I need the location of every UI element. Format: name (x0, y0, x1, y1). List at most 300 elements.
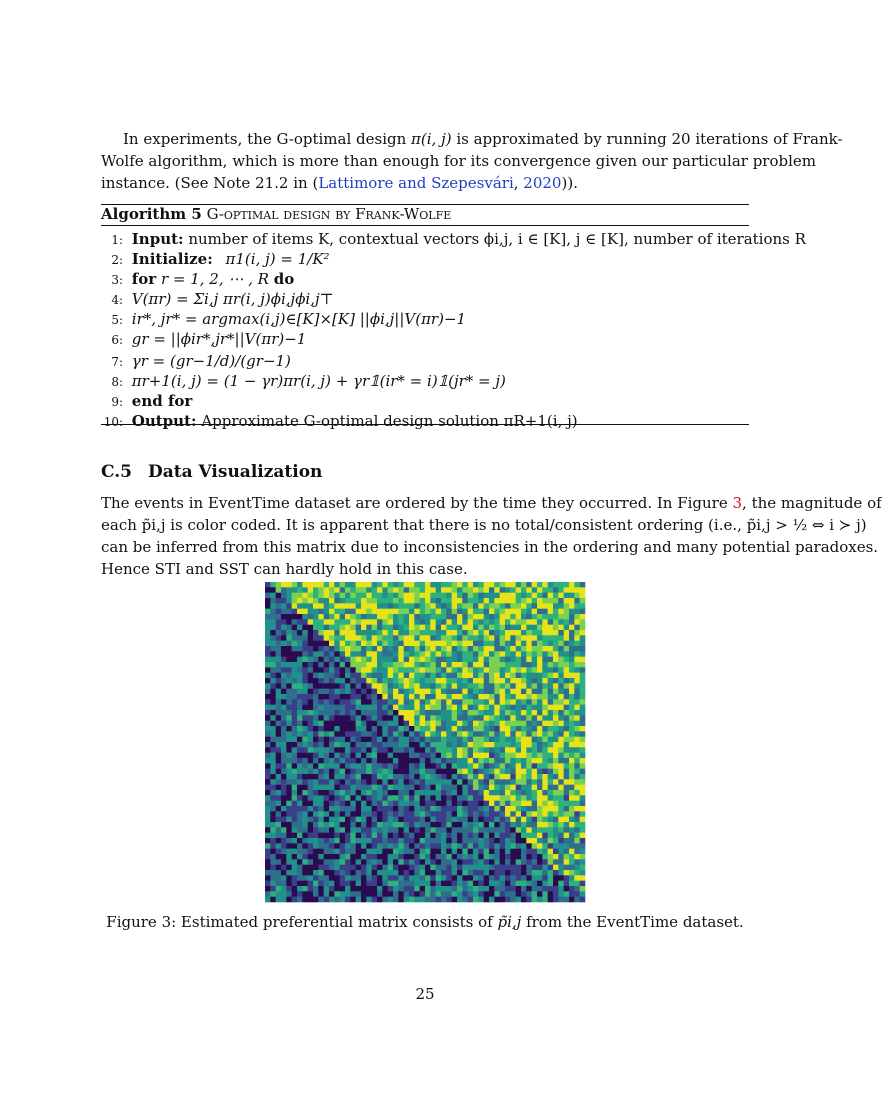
heatmap-cell (494, 646, 500, 652)
heatmap-cell (270, 705, 276, 711)
heatmap-cell (468, 811, 474, 817)
heatmap-cell (393, 582, 399, 588)
heatmap-cell (532, 870, 538, 876)
line-number: 4: (111, 293, 123, 307)
heatmap-cell (324, 795, 330, 801)
heatmap-cell (340, 625, 346, 631)
heatmap-cell (281, 790, 287, 796)
heatmap-cell (318, 875, 324, 881)
heatmap-cell (452, 833, 458, 839)
heatmap-cell (372, 806, 378, 812)
heatmap-cell (452, 646, 458, 652)
heatmap-cell (329, 710, 335, 716)
citation-link[interactable]: Lattimore and Szepesvári (318, 174, 514, 192)
heatmap-cell (366, 854, 372, 860)
heatmap-cell (548, 838, 554, 844)
heatmap-cell (452, 849, 458, 855)
heatmap-cell (478, 747, 484, 753)
heatmap-cell (500, 790, 506, 796)
heatmap-cell (457, 822, 463, 828)
heatmap-cell (276, 694, 282, 700)
heatmap-cell (537, 726, 543, 732)
heatmap-cell (350, 673, 356, 679)
heatmap-cell (462, 865, 468, 871)
heatmap-cell (318, 785, 324, 791)
heatmap-cell (500, 774, 506, 780)
heatmap-cell (404, 822, 410, 828)
heatmap-cell (404, 705, 410, 711)
heatmap-cell (345, 705, 351, 711)
heatmap-cell (425, 609, 431, 615)
heatmap-cell (361, 779, 367, 785)
heatmap-cell (489, 779, 495, 785)
heatmap-cell (516, 753, 522, 759)
heatmap-cell (420, 587, 426, 593)
heatmap-cell (420, 769, 426, 775)
heatmap-cell (334, 822, 340, 828)
heatmap-cell (372, 657, 378, 663)
heatmap-cell (473, 737, 479, 743)
heatmap-cell (537, 801, 543, 807)
heatmap-cell (308, 582, 314, 588)
heatmap-cell (420, 870, 426, 876)
figure-ref-link[interactable]: 3 (732, 494, 743, 512)
heatmap-cell (313, 881, 319, 887)
heatmap-cell (356, 838, 362, 844)
heatmap-cell (516, 657, 522, 663)
heatmap-cell (350, 641, 356, 647)
heatmap-cell (350, 630, 356, 636)
heatmap-cell (382, 801, 388, 807)
heatmap-cell (302, 822, 308, 828)
heatmap-cell (366, 795, 372, 801)
heatmap-cell (420, 721, 426, 727)
heatmap-cell (329, 769, 335, 775)
heatmap-cell (580, 731, 586, 737)
heatmap-cell (462, 785, 468, 791)
heatmap-cell (548, 614, 554, 620)
heatmap-cell (372, 875, 378, 881)
heatmap-cell (404, 865, 410, 871)
heatmap-cell (345, 875, 351, 881)
heatmap-cell (286, 705, 292, 711)
heatmap-cell (494, 849, 500, 855)
heatmap-cell (489, 875, 495, 881)
heatmap-cell (537, 859, 543, 865)
heatmap-cell (478, 795, 484, 801)
heatmap-cell (462, 795, 468, 801)
heatmap-cell (350, 683, 356, 689)
heatmap-cell (574, 603, 580, 609)
heatmap-cell (270, 582, 276, 588)
heatmap-cell (265, 897, 271, 903)
heatmap-cell (484, 779, 490, 785)
heatmap-cell (404, 646, 410, 652)
heatmap-cell (377, 881, 383, 887)
heatmap-cell (462, 822, 468, 828)
heatmap-cell (388, 694, 394, 700)
heatmap-cell (452, 753, 458, 759)
heatmap-cell (558, 795, 564, 801)
heatmap-cell (414, 801, 420, 807)
heatmap-cell (553, 737, 559, 743)
heatmap-cell (340, 774, 346, 780)
heatmap-cell (430, 603, 436, 609)
heatmap-cell (404, 587, 410, 593)
heatmap-cell (505, 747, 511, 753)
heatmap-cell (430, 582, 436, 588)
heatmap-cell (532, 619, 538, 625)
heatmap-cell (574, 582, 580, 588)
heatmap-cell (372, 870, 378, 876)
heatmap-cell (404, 641, 410, 647)
heatmap-cell (489, 593, 495, 599)
heatmap-cell (457, 662, 463, 668)
heatmap-cell (553, 609, 559, 615)
heatmap-cell (489, 614, 495, 620)
heatmap-cell (350, 657, 356, 663)
heatmap-cell (521, 699, 527, 705)
heatmap-cell (494, 641, 500, 647)
heatmap-cell (297, 795, 303, 801)
heatmap-cell (516, 737, 522, 743)
heatmap-cell (286, 875, 292, 881)
heatmap-cell (553, 886, 559, 892)
heatmap-cell (345, 737, 351, 743)
heatmap-cell (500, 865, 506, 871)
heatmap-cell (580, 881, 586, 887)
heatmap-cell (446, 614, 452, 620)
heatmap-cell (313, 657, 319, 663)
algorithm-line (111, 371, 506, 391)
heatmap-cell (425, 742, 431, 748)
heatmap-cell (270, 747, 276, 753)
heatmap-cell (569, 603, 575, 609)
heatmap-cell (393, 705, 399, 711)
heatmap-cell (452, 822, 458, 828)
heatmap-cell (276, 785, 282, 791)
heatmap-cell (526, 779, 532, 785)
heatmap-cell (324, 742, 330, 748)
heatmap-cell (350, 843, 356, 849)
heatmap-cell (484, 603, 490, 609)
heatmap-cell (302, 806, 308, 812)
heatmap-cell (308, 854, 314, 860)
heatmap-cell (468, 806, 474, 812)
heatmap-cell (462, 747, 468, 753)
heatmap-cell (334, 641, 340, 647)
heatmap-cell (558, 614, 564, 620)
heatmap-cell (366, 838, 372, 844)
heatmap-cell (398, 598, 404, 604)
heatmap-cell (340, 603, 346, 609)
heatmap-cell (532, 753, 538, 759)
heatmap-cell (505, 886, 511, 892)
heatmap-cell (462, 817, 468, 823)
heatmap-cell (414, 806, 420, 812)
algorithm-header-rule (101, 225, 749, 226)
heatmap-cell (393, 731, 399, 737)
heatmap-cell (526, 710, 532, 716)
heatmap-cell (574, 865, 580, 871)
heatmap-cell (553, 875, 559, 881)
heatmap-cell (457, 603, 463, 609)
heatmap-cell (356, 769, 362, 775)
heatmap-cell (494, 673, 500, 679)
heatmap-cell (420, 742, 426, 748)
heatmap-cell (420, 801, 426, 807)
heatmap-cell (302, 737, 308, 743)
heatmap-cell (398, 763, 404, 769)
heatmap-cell (292, 582, 298, 588)
heatmap-cell (446, 689, 452, 695)
heatmap-cell (420, 865, 426, 871)
heatmap-cell (452, 641, 458, 647)
heatmap-cell (430, 689, 436, 695)
heatmap-cell (313, 721, 319, 727)
heatmap-cell (558, 817, 564, 823)
heatmap-cell (276, 630, 282, 636)
heatmap-cell (436, 598, 442, 604)
heatmap-cell (553, 705, 559, 711)
heatmap-cell (292, 838, 298, 844)
heatmap-cell (404, 673, 410, 679)
heatmap-cell (452, 891, 458, 897)
heatmap-cell (478, 683, 484, 689)
heatmap-cell (484, 769, 490, 775)
heatmap-cell (377, 742, 383, 748)
heatmap-cell (553, 593, 559, 599)
heatmap-cell (441, 843, 447, 849)
heatmap-cell (345, 795, 351, 801)
heatmap-cell (505, 865, 511, 871)
heatmap-cell (569, 609, 575, 615)
heatmap-cell (478, 849, 484, 855)
heatmap-cell (366, 870, 372, 876)
heatmap-cell (334, 635, 340, 641)
heatmap-cell (510, 897, 516, 903)
algorithm-line (101, 249, 330, 269)
heatmap-cell (297, 849, 303, 855)
heatmap-cell (441, 833, 447, 839)
heatmap-cell (409, 833, 415, 839)
heatmap-cell (505, 849, 511, 855)
heatmap-cell (324, 785, 330, 791)
heatmap-cell (574, 769, 580, 775)
heatmap-cell (281, 897, 287, 903)
heatmap-cell (574, 673, 580, 679)
heatmap-cell (334, 603, 340, 609)
heatmap-cell (548, 673, 554, 679)
heatmap-cell (569, 785, 575, 791)
heatmap-cell (292, 806, 298, 812)
heatmap-cell (420, 817, 426, 823)
heatmap-cell (484, 875, 490, 881)
heatmap-cell (404, 603, 410, 609)
heatmap-cell (334, 705, 340, 711)
heatmap-cell (388, 843, 394, 849)
heatmap-cell (414, 710, 420, 716)
heatmap-cell (265, 886, 271, 892)
heatmap-cell (340, 801, 346, 807)
heatmap-cell (366, 747, 372, 753)
heatmap-cell (548, 689, 554, 695)
heatmap-cell (281, 683, 287, 689)
heatmap-cell (265, 763, 271, 769)
heatmap-cell (500, 811, 506, 817)
heatmap-cell (494, 619, 500, 625)
heatmap-cell (302, 657, 308, 663)
heatmap-cell (473, 657, 479, 663)
heatmap-cell (356, 694, 362, 700)
heatmap-cell (377, 731, 383, 737)
heatmap-cell (505, 625, 511, 631)
heatmap-cell (462, 737, 468, 743)
heatmap-cell (414, 747, 420, 753)
heatmap-cell (350, 587, 356, 593)
heatmap-cell (473, 747, 479, 753)
heatmap-cell (580, 806, 586, 812)
heatmap-cell (292, 737, 298, 743)
heatmap-cell (393, 694, 399, 700)
heatmap-cell (377, 897, 383, 903)
heatmap-cell (281, 662, 287, 668)
heatmap-cell (500, 838, 506, 844)
heatmap-cell (430, 598, 436, 604)
heatmap-cell (409, 881, 415, 887)
heatmap-cell (457, 769, 463, 775)
heatmap-cell (409, 801, 415, 807)
heatmap-cell (366, 705, 372, 711)
heatmap-cell (398, 859, 404, 865)
heatmap-cell (318, 881, 324, 887)
heatmap-cell (318, 673, 324, 679)
heatmap-cell (393, 699, 399, 705)
heatmap-cell (521, 657, 527, 663)
heatmap-cell (302, 667, 308, 673)
heatmap-cell (494, 705, 500, 711)
heatmap-cell (425, 747, 431, 753)
heatmap-cell (382, 827, 388, 833)
heatmap-cell (526, 870, 532, 876)
heatmap-cell (372, 891, 378, 897)
heatmap-cell (537, 710, 543, 716)
heatmap-cell (345, 614, 351, 620)
heatmap-cell (457, 726, 463, 732)
heatmap-cell (553, 662, 559, 668)
heatmap-cell (564, 763, 570, 769)
heatmap-cell (532, 710, 538, 716)
heatmap-cell (308, 891, 314, 897)
heatmap-cell (569, 726, 575, 732)
heatmap-cell (270, 651, 276, 657)
heatmap-cell (484, 742, 490, 748)
heatmap-cell (292, 705, 298, 711)
heatmap-cell (372, 593, 378, 599)
heatmap-cell (564, 881, 570, 887)
heatmap-cell (510, 731, 516, 737)
heatmap-cell (505, 699, 511, 705)
heatmap-cell (393, 619, 399, 625)
citation-year-link[interactable]: 2020 (523, 174, 562, 192)
heatmap-cell (478, 614, 484, 620)
heatmap-cell (425, 806, 431, 812)
heatmap-cell (457, 859, 463, 865)
heatmap-cell (281, 801, 287, 807)
heatmap-cell (553, 838, 559, 844)
heatmap-cell (494, 886, 500, 892)
heatmap-cell (473, 678, 479, 684)
heatmap-cell (409, 662, 415, 668)
heatmap-cell (500, 614, 506, 620)
heatmap-cell (356, 603, 362, 609)
heatmap-cell (340, 737, 346, 743)
heatmap-cell (473, 795, 479, 801)
heatmap-cell (510, 667, 516, 673)
heatmap-cell (542, 774, 548, 780)
heatmap-cell (297, 827, 303, 833)
heatmap-cell (462, 657, 468, 663)
heatmap-cell (404, 859, 410, 865)
heatmap-cell (542, 593, 548, 599)
heatmap-cell (329, 726, 335, 732)
heatmap-cell (276, 737, 282, 743)
heatmap-cell (436, 646, 442, 652)
heatmap-cell (404, 785, 410, 791)
heatmap-cell (393, 673, 399, 679)
heatmap-cell (542, 769, 548, 775)
heatmap-cell (500, 673, 506, 679)
heatmap-cell (468, 774, 474, 780)
heatmap-cell (548, 603, 554, 609)
heatmap-cell (398, 721, 404, 727)
heatmap-cell (286, 651, 292, 657)
heatmap-cell (430, 827, 436, 833)
heatmap-cell (542, 886, 548, 892)
heatmap-cell (414, 657, 420, 663)
heatmap-cell (436, 881, 442, 887)
heatmap-cell (308, 865, 314, 871)
line-number: 10: (103, 415, 123, 429)
heatmap-cell (516, 843, 522, 849)
heatmap-cell (494, 694, 500, 700)
heatmap-cell (302, 678, 308, 684)
heatmap-cell (537, 598, 543, 604)
heatmap-cell (436, 790, 442, 796)
heatmap-cell (580, 785, 586, 791)
heatmap-cell (334, 737, 340, 743)
heatmap-cell (521, 689, 527, 695)
heatmap-cell (377, 646, 383, 652)
heatmap-cell (446, 609, 452, 615)
heatmap-cell (308, 779, 314, 785)
heatmap-cell (430, 742, 436, 748)
heatmap-cell (430, 795, 436, 801)
heatmap-cell (526, 715, 532, 721)
heatmap-cell (574, 587, 580, 593)
heatmap-cell (489, 811, 495, 817)
heatmap-cell (382, 662, 388, 668)
heatmap-cell (505, 667, 511, 673)
heatmap-cell (292, 609, 298, 615)
heatmap-cell (505, 854, 511, 860)
heatmap-cell (537, 891, 543, 897)
heatmap-cell (574, 689, 580, 695)
heatmap-cell (462, 694, 468, 700)
heatmap-cell (521, 763, 527, 769)
heatmap-cell (521, 721, 527, 727)
heatmap-cell (441, 774, 447, 780)
